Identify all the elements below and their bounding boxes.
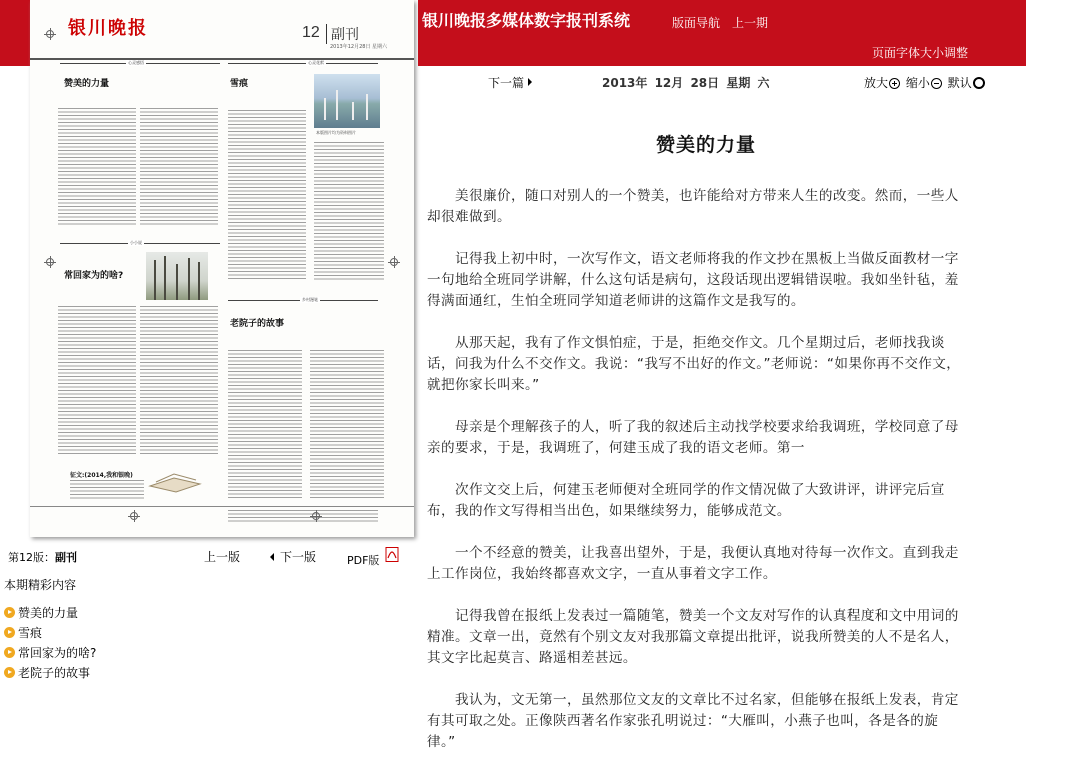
highlight-item[interactable] bbox=[4, 603, 96, 623]
thumbnail-footer-block: 征文:(2014,我和银晚) bbox=[70, 472, 133, 479]
thumbnail-article-3[interactable]: 常回家为的啥? bbox=[64, 271, 124, 281]
zoom-in-label: 放大 bbox=[864, 76, 889, 90]
header-strip-left bbox=[0, 0, 30, 66]
article-paragraph: 母亲是个理解孩子的人，听了我的叙述后主动找学校要求给我调班，学校同意了母亲的要求，于是，我调班了，何建玉成了我的语文老师。第一 bbox=[427, 419, 959, 456]
arrow-bullet-icon bbox=[4, 627, 15, 638]
article-paragraph: 从那天起，我有了作文惧怕症，于是，拒绝交作文。几个星期过后，老师找我谈话，问我为什么不交作文。我说：“我写不出好的作文。”老师说：“如果你再不交作文，就把你家长叫来。” bbox=[427, 335, 961, 393]
default-size-label: 默认 bbox=[947, 76, 972, 90]
issue-highlights bbox=[4, 576, 96, 683]
previous-issue-link[interactable]: 上一期 bbox=[732, 16, 769, 30]
registration-mark bbox=[46, 30, 54, 38]
issue-label bbox=[8, 549, 77, 565]
thumbnail-text-block bbox=[228, 110, 306, 280]
thumbnail-rule bbox=[228, 63, 378, 64]
left-panel bbox=[0, 0, 418, 739]
thumbnail-masthead bbox=[30, 0, 414, 60]
thumbnail-text-block bbox=[314, 142, 384, 280]
highlight-item[interactable] bbox=[4, 663, 96, 683]
article-title: 赞美的力量 bbox=[655, 134, 756, 156]
site-header bbox=[418, 0, 1026, 66]
highlight-label[interactable]: 老院子的故事 bbox=[18, 666, 91, 680]
thumbnail-text-block bbox=[140, 108, 218, 226]
highlight-label[interactable]: 常回家为的啥? bbox=[18, 646, 97, 660]
highlight-item[interactable] bbox=[4, 643, 96, 663]
thumbnail-article-2[interactable]: 雪痕 bbox=[230, 79, 249, 89]
article-paragraph: 我认为，文无第一，虽然那位文友的文章比不过名家，但能够在报纸上发表，肯定有其可取之处。正像陕西著名作家张孔明说过：“大雁叫，小燕子也叫，各是各的旋律。” bbox=[427, 692, 959, 750]
registration-mark bbox=[46, 258, 54, 266]
thumbnail-text-block bbox=[228, 510, 378, 522]
issue-prefix: 第12版： bbox=[8, 551, 55, 564]
thumbnail-caption: 本版图片均为资料图片 bbox=[316, 130, 356, 135]
default-size-radio[interactable] bbox=[973, 77, 985, 89]
highlight-label[interactable]: 赞美的力量 bbox=[18, 606, 79, 620]
system-title: 银川晚报多媒体数字报刊系统 bbox=[422, 11, 631, 30]
thumbnail-text-block bbox=[58, 306, 136, 456]
thumbnail-photo-painting bbox=[314, 74, 380, 128]
article-toolbar bbox=[418, 66, 1065, 96]
page-thumbnail[interactable] bbox=[30, 0, 414, 537]
article-body bbox=[427, 186, 963, 774]
zoom-in-icon[interactable] bbox=[889, 78, 900, 89]
header-margin bbox=[1026, 0, 1065, 66]
issue-date: 2013年 12月 28日 星期 六 bbox=[602, 76, 770, 90]
highlight-item[interactable] bbox=[4, 623, 96, 643]
highlight-label[interactable]: 雪痕 bbox=[18, 626, 43, 640]
pdf-icon[interactable] bbox=[384, 547, 400, 562]
thumbnail-photo-trees bbox=[146, 252, 208, 300]
thumbnail-article-1[interactable]: 赞美的力量 bbox=[64, 79, 110, 89]
thumbnail-foot-rule bbox=[30, 506, 414, 507]
registration-mark bbox=[312, 512, 320, 520]
page-nav bbox=[0, 546, 418, 566]
zoom-out-label: 缩小 bbox=[905, 76, 930, 90]
article-paragraph: 记得我曾在报纸上发表过一篇随笔，赞美一个文友对写作的认真程度和文中用词的精准。文章一出，竟然有个别文友对我那篇文章提出批评，说我所赞美的人不是名人，其文字比起莫言、路遥相差甚远。 bbox=[427, 608, 959, 666]
article-paragraph: 次作文交上后，何建玉老师便对全班同学的作文情况做了大致讲评，讲评完后宣布，我的作文写得相当出色，如果继续努力，能够成范文。 bbox=[427, 482, 945, 519]
thumbnail-tag: 乡村漫笔 bbox=[302, 297, 318, 302]
thumbnail-tag: 心灵花絮 bbox=[308, 60, 324, 65]
thumbnail-book-image bbox=[146, 466, 204, 494]
thumbnail-tag: 小小说 bbox=[130, 240, 142, 245]
thumbnail-logo: 银川晚报 bbox=[68, 18, 148, 39]
registration-mark bbox=[390, 258, 398, 266]
thumbnail-text-block bbox=[310, 350, 384, 500]
thumbnail-text-block bbox=[58, 108, 136, 226]
thumbnail-section: 副刊 bbox=[326, 24, 359, 44]
font-size-adjust-label: 页面字体大小调整 bbox=[872, 46, 969, 60]
thumbnail-text-block bbox=[70, 480, 144, 500]
article-paragraph: 记得我上初中时，一次写作文，语文老师将我的作文抄在黑板上当做反面教材一字一句地给全班同学讲解，什么这句话是病句，这段话现出逻辑错误啦。我如坐针毡，羞得满面通红，生怕全班同学知道老师讲的这篇作文是我写的。 bbox=[427, 251, 959, 309]
arrow-bullet-icon bbox=[4, 667, 15, 678]
arrow-bullet-icon bbox=[4, 647, 15, 658]
thumbnail-page-num: 12 bbox=[302, 24, 320, 41]
arrow-bullet-icon bbox=[4, 607, 15, 618]
next-article-link[interactable]: 下一篇 bbox=[488, 76, 525, 90]
triangle-left-icon bbox=[270, 553, 274, 561]
next-page-link[interactable]: 下一版 bbox=[280, 550, 317, 564]
article-paragraph: 一个不经意的赞美，让我喜出望外，于是，我便认真地对待每一次作文。直到我走上工作岗位，我始终都喜欢文字，一直从事着文字工作。 bbox=[427, 545, 959, 582]
page-navigation-link[interactable]: 版面导航 bbox=[672, 16, 721, 30]
article-content bbox=[418, 96, 1065, 750]
issue-section: 副刊 bbox=[55, 551, 77, 564]
thumbnail-text-block bbox=[228, 350, 302, 500]
thumbnail-text-block bbox=[140, 306, 218, 456]
thumbnail-article-4[interactable]: 老院子的故事 bbox=[230, 319, 285, 329]
font-zoom-controls bbox=[864, 74, 987, 91]
pdf-link[interactable]: PDF版 bbox=[347, 554, 380, 567]
triangle-right-icon bbox=[528, 78, 532, 86]
registration-mark bbox=[130, 512, 138, 520]
thumbnail-tag: 心灵感悟 bbox=[128, 60, 144, 65]
highlights-title: 本期精彩内容 bbox=[4, 578, 77, 592]
highlights-list bbox=[4, 603, 96, 683]
zoom-out-icon[interactable] bbox=[931, 78, 942, 89]
article-paragraph: 美很廉价，随口对别人的一个赞美，也许能给对方带来人生的改变。然而，一些人却很难做到。 bbox=[427, 188, 959, 225]
thumbnail-date: 2013年12月28日 星期六 bbox=[330, 44, 388, 50]
prev-page-link[interactable]: 上一版 bbox=[204, 550, 241, 564]
